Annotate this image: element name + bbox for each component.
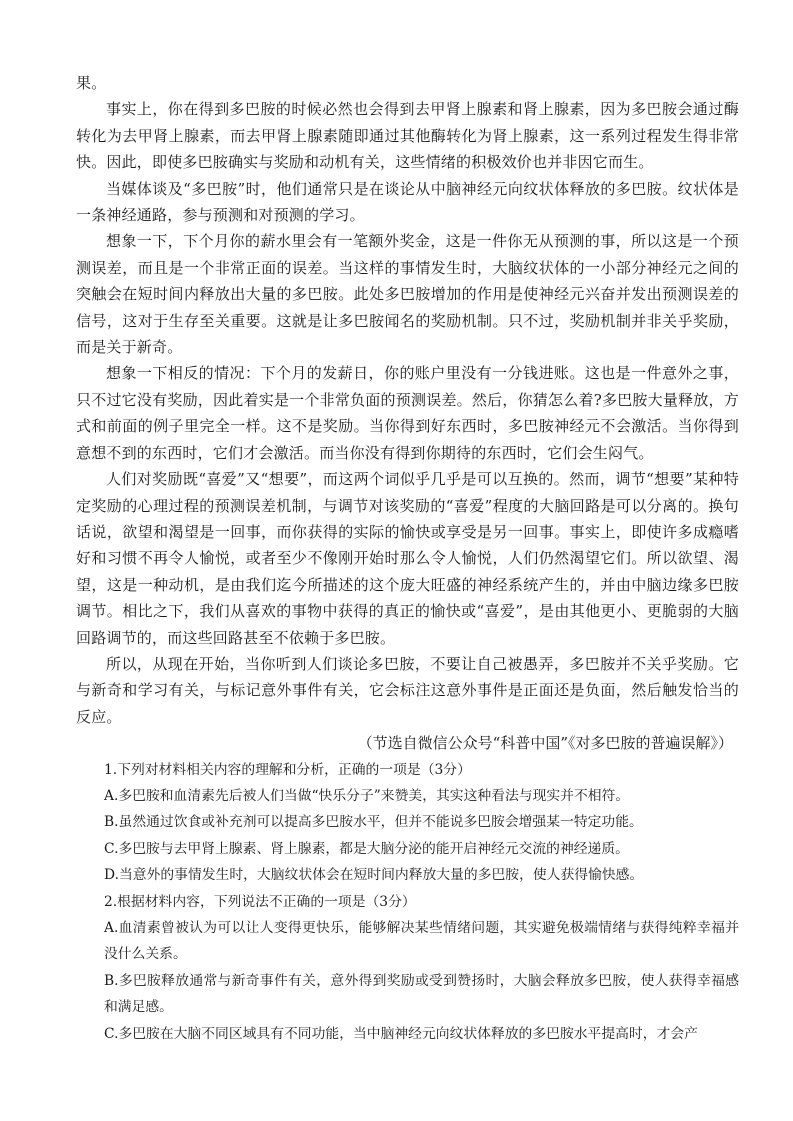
paragraph: 当媒体谈及“多巴胺”时，他们通常只是在谈论从中脑神经元向纹状体释放的多巴胺。纹状体是一条神经通路，参与预测和对预测的学习。 <box>76 179 739 225</box>
paragraph: 想象一下，下个月你的薪水里会有一笔额外奖金，这是一件你无从预测的事，所以这是一个预测误差，而且是一个非常正面的误差。当这样的事情发生时，大脑纹状体的一小部分神经元之间的突触会在短时间内释放出大量的多巴胺。此处多巴胺增加的作用是使神经元兴奋并发出预测误差的信号，这对于生存至关重要。这就是让多巴胺闻名的奖励机制。只不过，奖励机制并非关乎奖励，而是关于新奇。 <box>76 232 739 357</box>
paragraph: 事实上，你在得到多巴胺的时候必然也会得到去甲肾上腺素和肾上腺素，因为多巴胺会通过酶转化为去甲肾上腺素，而去甲肾上腺素随即通过其他酶转化为肾上腺素，这一系列过程发生得非常快。因此，即使多巴胺确实与奖励和动机有关，这些情绪的积极效价也并非因它而生。 <box>76 100 739 172</box>
question-option: B.虽然通过饮食或补充剂可以提高多巴胺水平，但并不能说多巴胺会增强某一特定功能。 <box>104 814 643 831</box>
question-option: A.血清素曾被认为可以让人变得更快乐，能够解决某些情绪问题，其实避免极端情绪与获得纯粹幸福并没什么关系。 <box>104 920 739 963</box>
question-1 <box>76 757 739 889</box>
question-stem: 1.下列对材料相关内容的理解和分析，正确的一项是（3分） <box>104 761 471 778</box>
question-stem: 2.根据材料内容，下列说法不正确的一项是（3分） <box>104 893 416 910</box>
question-option: B.多巴胺释放通常与新奇事件有关，意外得到奖励或受到赞扬时，大脑会释放多巴胺，使人获得幸福感和满足感。 <box>104 972 739 1016</box>
question-option: C.多巴胺在大脑不同区域具有不同功能，当中脑神经元向纹状体释放的多巴胺水平提高时，才会产 <box>104 1025 698 1042</box>
question-option: D.当意外的事情发生时，大脑纹状体会在短时间内释放大量的多巴胺，使人获得愉快感。 <box>104 867 644 884</box>
paragraph: 所以，从现在开始，当你听到人们谈论多巴胺，不要让自己被愚弄，多巴胺并不关乎奖励。它与新奇和学习有关，与标记意外事件有关，它会标注这意外事件是正面还是负面，然后触发恰当的反应。 <box>76 654 739 726</box>
paragraph: 人们对奖励既“喜爱”又“想要”，而这两个词似乎几乎是可以互换的。然而，调节“想要”某种特定奖励的心理过程的预测误差机制，与调节对该奖励的“喜爱”程度的大脑回路是可以分离的。换句话说，欲望和渴望是一回事，而你获得的实际的愉快或享受是另一回事。事实上，即使许多成瘾嗜好和习惯不再令人愉悦，或者至少不像刚开始时那么令人愉悦，人们仍然渴望它们。所以欲望、渴望，这是一种动机，是由我们迄今所描述的这个庞大旺盛的神经系统产生的，并由中脑边缘多巴胺调节。相比之下，我们从喜欢的事物中获得的真正的愉快或“喜爱”，是由其他更小、更脆弱的大脑回路调节的，而这些回路甚至不依赖于多巴胺。 <box>76 470 739 647</box>
question-option: A.多巴胺和血清素先后被人们当做“快乐分子”来赞美，其实这种看法与现实并不相符。 <box>104 787 630 804</box>
paragraph-continuation: 果。 <box>76 74 107 92</box>
question-2 <box>76 889 739 1047</box>
question-option: C.多巴胺与去甲肾上腺素、肾上腺素，都是大脑分泌的能开启神经元交流的神经递质。 <box>104 840 629 857</box>
paragraph: 想象一下相反的情况：下个月的发薪日，你的账户里没有一分钱进账。这也是一件意外之事，只不过它没有奖励，因此着实是一个非常负面的预测误差。然后，你猜怎么着?多巴胺大量释放，方式和前面的例子里完全一样。这不是奖励。当你得到好东西时，多巴胺神经元不会激活。当你得到意想不到的东西时，它们才会激活。而当你没有得到你期待的东西时，它们会生闷气。 <box>76 364 739 462</box>
source-citation: （节选自微信公众号“科普中国”《对多巴胺的普遍误解》） <box>357 734 733 753</box>
